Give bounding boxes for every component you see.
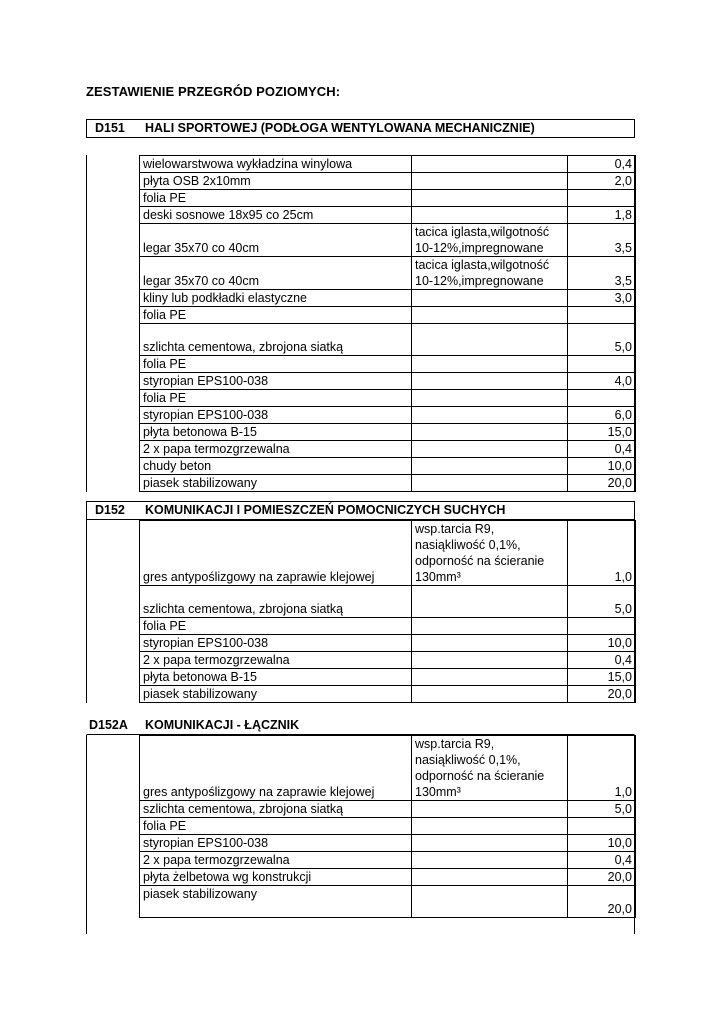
thickness-cell: 6,0 — [568, 407, 636, 424]
note-cell — [412, 407, 568, 424]
table-row — [140, 618, 636, 635]
section-code: D152A — [89, 718, 128, 732]
table-row — [140, 835, 636, 852]
material-cell: gres antypoślizgowy na zaprawie klejowej — [140, 521, 412, 586]
note-cell — [412, 686, 568, 703]
material-cell: płyta betonowa B-15 — [140, 669, 412, 686]
material-cell: styropian EPS100-038 — [140, 407, 412, 424]
material-cell: płyta OSB 2x10mm — [140, 173, 412, 190]
section-name: KOMUNIKACJI I POMIESZCZEŃ POMOCNICZYCH SUCHYCH — [145, 503, 506, 517]
note-cell — [412, 190, 568, 207]
thickness-cell: 0,4 — [568, 652, 636, 669]
table-row — [140, 441, 636, 458]
table-row — [140, 886, 636, 918]
note-cell — [412, 441, 568, 458]
material-cell: 2 x papa termozgrzewalna — [140, 852, 412, 869]
layers-table — [139, 155, 636, 492]
section-header — [86, 501, 635, 520]
table-row — [140, 818, 636, 835]
thickness-cell: 1,8 — [568, 207, 636, 224]
material-cell: 2 x papa termozgrzewalna — [140, 652, 412, 669]
note-cell — [412, 307, 568, 324]
note-line: nasiąkliwość 0,1%, — [415, 538, 521, 552]
note-line: 10-12%,impregnowane — [415, 241, 544, 255]
thickness-cell: 10,0 — [568, 635, 636, 652]
table-row — [140, 424, 636, 441]
material-cell: kliny lub podkładki elastyczne — [140, 290, 412, 307]
thickness-cell: 3,5 — [568, 257, 636, 290]
table-row — [140, 207, 636, 224]
material-cell: piasek stabilizowany — [140, 886, 412, 918]
note-cell — [412, 257, 568, 290]
thickness-cell: 20,0 — [568, 686, 636, 703]
thickness-cell — [568, 307, 636, 324]
note-cell — [412, 324, 568, 356]
material-cell: folia PE — [140, 356, 412, 373]
thickness-cell: 5,0 — [568, 586, 636, 618]
table-row — [140, 869, 636, 886]
note-cell — [412, 818, 568, 835]
material-cell: deski sosnowe 18x95 co 25cm — [140, 207, 412, 224]
table-row — [140, 801, 636, 818]
document-title: ZESTAWIENIE PRZEGRÓD POZIOMYCH: — [86, 84, 341, 99]
material-cell: folia PE — [140, 390, 412, 407]
thickness-cell: 15,0 — [568, 669, 636, 686]
material-cell: legar 35x70 co 40cm — [140, 224, 412, 257]
thickness-cell: 3,0 — [568, 290, 636, 307]
table-row — [140, 458, 636, 475]
table-row — [140, 390, 636, 407]
material-cell: styropian EPS100-038 — [140, 835, 412, 852]
note-cell — [412, 207, 568, 224]
note-cell — [412, 390, 568, 407]
note-cell — [412, 156, 568, 173]
section-body — [86, 735, 635, 934]
table-row — [140, 257, 636, 290]
table-row — [140, 156, 636, 173]
thickness-cell — [568, 618, 636, 635]
table-row — [140, 521, 636, 586]
table-row — [140, 669, 636, 686]
material-cell: szlichta cementowa, zbrojona siatką — [140, 586, 412, 618]
section-d152a — [86, 716, 635, 934]
note-cell — [412, 886, 568, 918]
thickness-cell: 20,0 — [568, 475, 636, 492]
thickness-cell: 2,0 — [568, 173, 636, 190]
note-cell — [412, 652, 568, 669]
layers-table — [139, 735, 636, 918]
note-cell — [412, 224, 568, 257]
note-line: tacica iglasta,wilgotność — [415, 258, 550, 272]
section-name: HALI SPORTOWEJ (PODŁOGA WENTYLOWANA MECHANICZNIE) — [145, 121, 535, 135]
thickness-cell: 1,0 — [568, 521, 636, 586]
note-cell — [412, 869, 568, 886]
note-cell — [412, 852, 568, 869]
table-row — [140, 686, 636, 703]
note-cell — [412, 458, 568, 475]
thickness-cell: 10,0 — [568, 835, 636, 852]
table-row — [140, 407, 636, 424]
note-cell — [412, 475, 568, 492]
table-row — [140, 356, 636, 373]
note-cell — [412, 424, 568, 441]
note-cell — [412, 669, 568, 686]
material-cell: folia PE — [140, 190, 412, 207]
table-row — [140, 373, 636, 390]
table-row — [140, 224, 636, 257]
material-cell: płyta betonowa B-15 — [140, 424, 412, 441]
material-cell: folia PE — [140, 818, 412, 835]
thickness-cell: 5,0 — [568, 801, 636, 818]
section-body — [86, 520, 635, 703]
material-cell: 2 x papa termozgrzewalna — [140, 441, 412, 458]
section-d151 — [86, 119, 635, 492]
thickness-cell: 0,4 — [568, 156, 636, 173]
thickness-cell: 5,0 — [568, 324, 636, 356]
note-line: odporność na ścieranie — [415, 769, 545, 783]
table-row — [140, 290, 636, 307]
table-row — [140, 852, 636, 869]
material-cell: folia PE — [140, 307, 412, 324]
thickness-cell: 1,0 — [568, 736, 636, 801]
table-row — [140, 475, 636, 492]
section-name: KOMUNIKACJI - ŁĄCZNIK — [145, 718, 300, 732]
material-cell: legar 35x70 co 40cm — [140, 257, 412, 290]
material-cell: styropian EPS100-038 — [140, 635, 412, 652]
note-cell — [412, 173, 568, 190]
note-line: 10-12%,impregnowane — [415, 274, 544, 288]
material-cell: gres antypoślizgowy na zaprawie klejowej — [140, 736, 412, 801]
note-cell — [412, 736, 568, 801]
material-cell: szlichta cementowa, zbrojona siatką — [140, 801, 412, 818]
note-line: odporność na ścieranie — [415, 554, 545, 568]
note-line: tacica iglasta,wilgotność — [415, 225, 550, 239]
note-line: 130mm³ — [415, 785, 461, 799]
section-code: D151 — [95, 121, 125, 135]
note-cell — [412, 521, 568, 586]
material-cell: piasek stabilizowany — [140, 475, 412, 492]
thickness-cell: 15,0 — [568, 424, 636, 441]
material-cell: folia PE — [140, 618, 412, 635]
table-row — [140, 307, 636, 324]
section-header — [86, 119, 635, 138]
thickness-cell — [568, 390, 636, 407]
table-row — [140, 173, 636, 190]
thickness-cell — [568, 190, 636, 207]
table-row — [140, 190, 636, 207]
note-cell — [412, 618, 568, 635]
note-cell — [412, 835, 568, 852]
thickness-cell: 4,0 — [568, 373, 636, 390]
note-cell — [412, 356, 568, 373]
material-cell: piasek stabilizowany — [140, 686, 412, 703]
table-row — [140, 652, 636, 669]
section-body — [86, 155, 635, 492]
thickness-cell: 0,4 — [568, 852, 636, 869]
section-header — [86, 716, 635, 735]
material-cell: szlichta cementowa, zbrojona siatką — [140, 324, 412, 356]
note-cell — [412, 801, 568, 818]
table-row — [140, 586, 636, 618]
layers-table — [139, 520, 636, 703]
note-cell — [412, 635, 568, 652]
note-line: 130mm³ — [415, 570, 461, 584]
thickness-cell: 10,0 — [568, 458, 636, 475]
note-line: nasiąkliwość 0,1%, — [415, 753, 521, 767]
note-line: wsp.tarcia R9, — [415, 737, 495, 751]
thickness-cell — [568, 818, 636, 835]
thickness-cell: 20,0 — [568, 869, 636, 886]
note-line: wsp.tarcia R9, — [415, 522, 495, 536]
table-row — [140, 324, 636, 356]
material-cell: chudy beton — [140, 458, 412, 475]
material-cell: płyta żelbetowa wg konstrukcji — [140, 869, 412, 886]
thickness-cell: 3,5 — [568, 224, 636, 257]
note-cell — [412, 586, 568, 618]
table-row — [140, 736, 636, 801]
thickness-cell: 0,4 — [568, 441, 636, 458]
table-row — [140, 635, 636, 652]
thickness-cell: 20,0 — [568, 886, 636, 918]
material-cell: wielowarstwowa wykładzina winylowa — [140, 156, 412, 173]
section-d152 — [86, 501, 635, 703]
note-cell — [412, 373, 568, 390]
material-cell: styropian EPS100-038 — [140, 373, 412, 390]
note-cell — [412, 290, 568, 307]
section-code: D152 — [95, 503, 125, 517]
thickness-cell — [568, 356, 636, 373]
